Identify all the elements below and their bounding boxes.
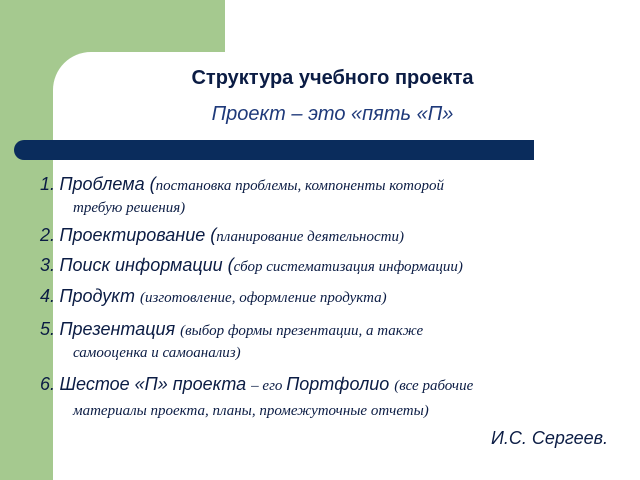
item-label: Поиск информации ( [59, 255, 234, 275]
item-number: 4. [40, 286, 56, 306]
list-item-search [40, 254, 610, 278]
item-number: 1. [40, 174, 56, 194]
item-dash: – его [251, 378, 287, 394]
item-detail-continued: требую решения) [73, 200, 186, 216]
item-number: 6. [40, 374, 56, 394]
item-detail: сбор систематизация информации) [233, 259, 463, 275]
item-detail: (все рабочие [394, 378, 474, 394]
item-number: 2. [40, 225, 56, 245]
list-item-portfolio [40, 372, 610, 424]
item-label: Шестое «П» проекта [59, 374, 252, 394]
item-label: Проблема ( [59, 174, 156, 194]
slide-subtitle: Проект – это «пять «П» [211, 103, 454, 125]
item-detail: (изготовление, оформление продукта) [139, 290, 387, 306]
item-number: 3. [40, 255, 56, 275]
list-item-problem [40, 173, 610, 219]
item-detail: постановка проблемы, компоненты которой [155, 178, 445, 194]
item-label: Презентация [59, 319, 181, 339]
top-white-area [225, 0, 640, 60]
slide-title: Структура учебного проекта [191, 67, 474, 89]
author-signature: И.С. Сергеев. [491, 428, 608, 448]
item-detail: планирование деятельности) [216, 229, 404, 245]
item-detail-continued: самооценка и самоанализ) [73, 345, 241, 361]
item-label: Проектирование ( [59, 225, 217, 245]
item-label: Продукт [59, 286, 140, 306]
list-item-presentation [40, 318, 610, 364]
divider-bar [14, 140, 534, 160]
item-detail: (выбор формы презентации, а также [180, 323, 424, 339]
item-label-portfolio: Портфолио [286, 374, 395, 394]
list-item-product [40, 285, 610, 309]
item-number: 5. [40, 319, 56, 339]
list-item-design [40, 224, 610, 248]
item-detail-continued: материалы проекта, планы, промежуточные отчеты) [73, 403, 429, 419]
